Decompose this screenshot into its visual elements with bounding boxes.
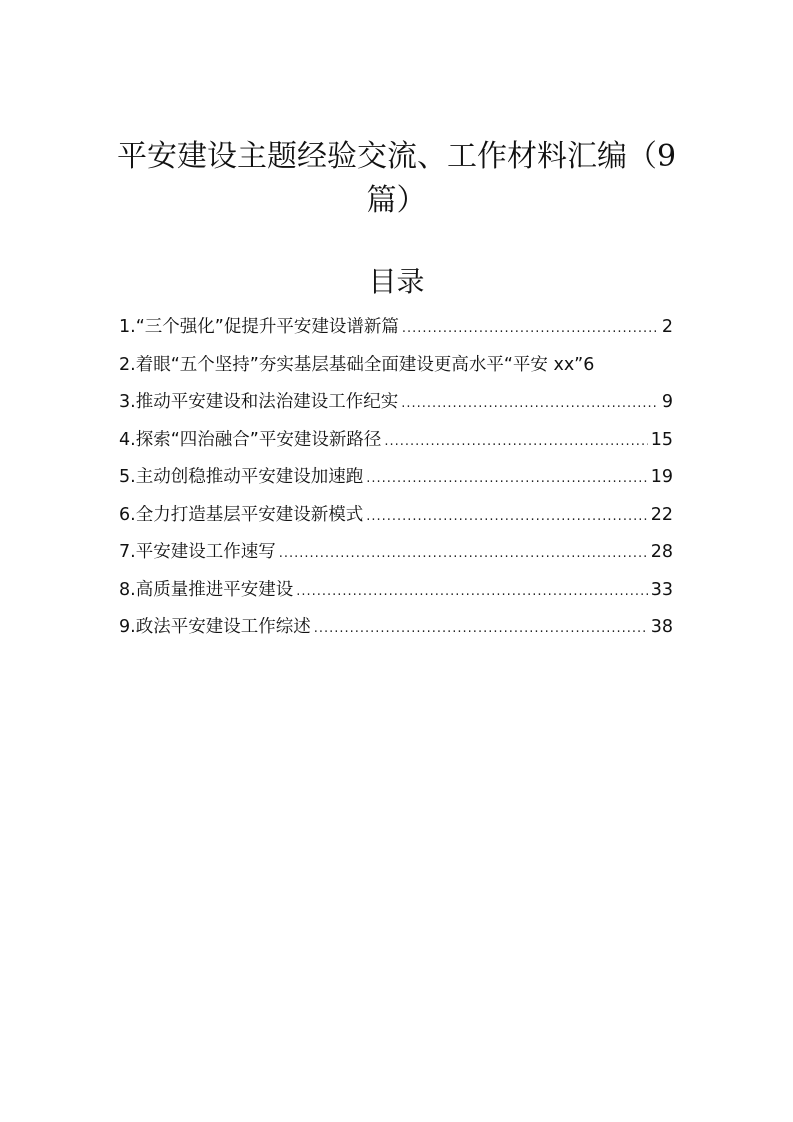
toc-entry[interactable]: [119, 500, 673, 538]
toc-dot-leader: [402, 314, 659, 344]
toc-dot-leader: [296, 577, 648, 607]
toc-entry-title: 5.主动创稳推动平安建设加速跑: [119, 467, 364, 487]
toc-dot-leader: [401, 389, 659, 419]
toc-entry-page-number: 22: [650, 504, 673, 525]
toc-entry[interactable]: [119, 387, 673, 425]
toc-entry[interactable]: [119, 537, 673, 575]
toc-entry-title: 6.全力打造基层平安建设新模式: [119, 504, 364, 525]
toc-entry-title: 3.推动平安建设和法治建设工作纪实: [119, 392, 399, 412]
toc-entry-page-number: 38: [650, 617, 673, 637]
document-title-line-2: 篇）: [366, 183, 427, 218]
toc-entry-page-number: 2: [661, 317, 673, 337]
toc-entry-page-number: 9: [661, 392, 673, 412]
toc-entry-page-number: 15: [650, 429, 673, 450]
toc-entry[interactable]: [119, 612, 673, 650]
toc-dot-leader: [384, 427, 647, 457]
toc-dot-leader: [366, 464, 648, 494]
toc-heading: 目录: [368, 265, 425, 298]
toc-entry-title: 4.探索“四治融合”平安建设新路径: [119, 429, 382, 450]
toc-dot-leader: [314, 614, 648, 644]
toc-entry[interactable]: [119, 350, 673, 388]
document-title-line-1: 平安建设主题经验交流、工作材料汇编（9: [116, 139, 677, 174]
toc-entry-page-number: 28: [650, 542, 673, 562]
toc-dot-leader: [279, 539, 648, 569]
document-title: [110, 135, 683, 223]
toc-entry-title: 1.“三个强化”促提升平安建设谱新篇: [119, 317, 399, 337]
toc-entry[interactable]: [119, 462, 673, 500]
toc-dot-leader: [366, 502, 648, 532]
toc-entry-title: 8.高质量推进平安建设: [119, 579, 294, 600]
toc-entry-page-number: 33: [650, 579, 673, 600]
toc-entry-title: 9.政法平安建设工作综述: [119, 617, 311, 637]
toc-entry-title: 7.平安建设工作速写: [119, 542, 276, 562]
toc-entry[interactable]: [119, 312, 673, 350]
toc-entry-page-number: 19: [650, 467, 673, 487]
table-of-contents: [119, 312, 673, 650]
toc-entry-page-number: 6: [583, 354, 595, 375]
toc-entry[interactable]: [119, 575, 673, 613]
toc-entry[interactable]: [119, 425, 673, 463]
toc-entry-title: 2.着眼“五个坚持”夯实基层基础全面建设更高水平“平安 xx”: [119, 354, 584, 375]
